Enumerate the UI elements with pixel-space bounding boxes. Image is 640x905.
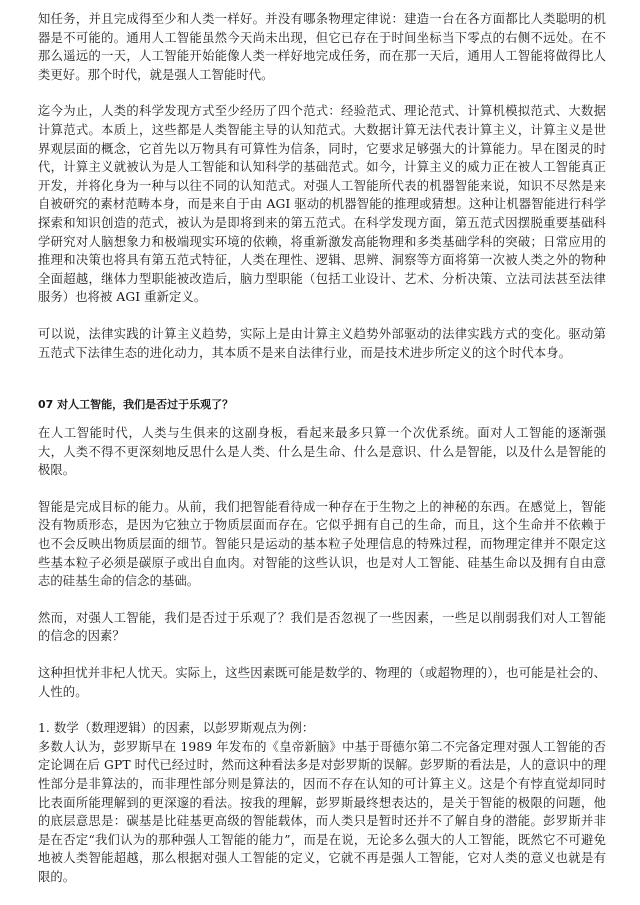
list-item-heading-penrose: 1. 数学（数理逻辑）的因素，以彭罗斯观点为例：	[38, 721, 315, 736]
paragraph-suboptimal-system: 在人工智能时代，人类与生俱来的这副身板，看起来最多只算一个次优系统。面对人工智能的逐渐强大，人类不得不更深刻地反思什么是人类、什么是生命、什么是意识、什么是智能，以及什么是智能的极限。	[38, 426, 606, 478]
paragraph-concern-factors: 这种担忧并非杞人忧天。实际上，这些因素既可能是数学的、物理的（或超物理的），也可能是社会的、人性的。	[38, 666, 606, 699]
paragraph-penrose-argument: 多数人认为，彭罗斯早在 1989 年发布的《皇帝新脑》中基于哥德尔第二不完备定理对强人工智能的否定论调在后 GPT 时代已经过时，然而这种看法多是对彭罗斯的误解。彭罗斯的看法是，人的意识中的理性部分是非算法的，而非理性部分则是算法的，因而不存在认知的可计算主义。这是个有悖直觉却同时比表面所能理解到的更深邃的看法。按我的理解，彭罗斯最终想表达的，是关于智能的极限的问题，他的底层意思是：碳基是比硅基更高级的智能载体，而人类只是暂时还并不了解自身的潜能。彭罗斯并非是在否定“我们认为的那种强人工智能的能力”，而是在说，无论多么强大的人工智能，既然它不可避免地被人类智能超越，那么根据对强人工智能的定义，它就不再是强人工智能，它对人类的意义也就是有限的。	[38, 739, 606, 884]
paragraph-intelligence-definition: 智能是完成目标的能力。从前，我们把智能看待成一种存在于生物之上的神秘的东西。在感觉上，智能没有物质形态，是因为它独立于物质层面而存在。它似乎拥有自己的生命，而且，这个生命并不依赖于也不会反映出物质层面的细节。智能只是运动的基本粒子处理信息的特殊过程，而物理定律并不限定这些基本粒子必须是碳原子或出自血肉。对智能的这些认识，也是对人工智能、硅基生命以及拥有自由意志的硅基生命的信念的基础。	[38, 499, 606, 589]
document-page	[38, 10, 606, 887]
paragraph-scientific-paradigms: 迄今为止，人类的科学发现方式至少经历了四个范式：经验范式、理论范式、计算机模拟范式、大数据计算范式。本质上，这些都是人类智能主导的认知范式。大数据计算无法代表计算主义，计算主义是世界观层面的概念，它首先以万物具有可算性为信条，同时，它要求足够强大的计算能力。早在图灵的时代，计算主义就被认为是人工智能和认知科学的基础范式。如今，计算主义的威力正在被人工智能真正开发，并将化身为一种与以往不同的认知范式。对强人工智能所代表的机器智能来说，知识不尽然是来自被研究的素材范畴本身，而是来自于由 AGI 驱动的机器智能的推理或猜想。这种让机器智能进行科学探索和知识创造的范式，被认为是即将到来的第五范式。在科学发现方面，第五范式因摆脱重要基础科学研究对人脑想象力和极端现实环境的依赖，将重新激发高能物理和多类基础学科的突破；日常应用的推理和决策也将具有第五范式特征，人类在理性、逻辑、思辨、洞察等方面将第一次被人类之外的物种全面超越，继体力型职能被改造后，脑力型职能（包括工业设计、艺术、分析决策、立法司法甚至法律服务）也将被 AGI 重新定义。	[38, 104, 606, 305]
paragraph-over-optimism-question: 然而，对强人工智能，我们是否过于乐观了？我们是否忽视了一些因素，一些足以削弱我们对人工智能的信念的因素？	[38, 610, 606, 644]
paragraph-agi-definition: 知任务，并且完成得至少和人类一样好。并没有哪条物理定律说：建造一台在各方面都比人类聪明的机器是不可能的。通用人工智能虽然今天尚未出现，但它已存在于时间坐标当下零点的右侧不远处。在不那么遥远的一天，人工智能开始能像人类一样好地完成任务，而在那一天后，通用人工智能将做得比人类更好。那个时代，就是强人工智能时代。	[38, 12, 606, 82]
paragraph-legal-computationalism: 可以说，法律实践的计算主义趋势，实际上是由计算主义趋势外部驱动的法律实践方式的变化。驱动第五范式下法律生态的进化动力，其本质不是来自法律行业，而是技术进步所定义的这个时代本身。	[38, 326, 606, 360]
section-heading: 07 对人工智能，我们是否过于乐观了？	[38, 398, 234, 412]
